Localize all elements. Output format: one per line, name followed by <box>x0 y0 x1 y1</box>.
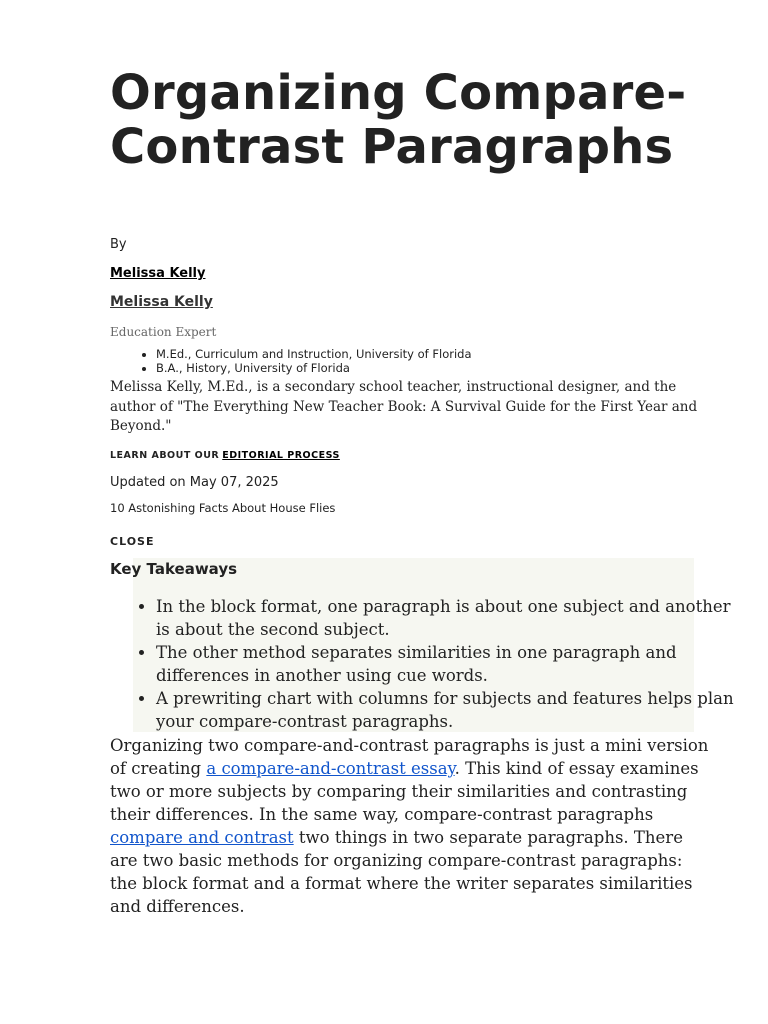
learn-prefix: LEARN ABOUT OUR <box>110 450 220 461</box>
article-title: Organizing Compare-Contrast Paragraphs <box>110 65 687 175</box>
close-button[interactable]: CLOSE <box>110 535 155 548</box>
compare-and-contrast-link[interactable]: compare and contrast <box>110 828 294 847</box>
editorial-process-line <box>110 450 340 461</box>
updated-date: Updated on May 07, 2025 <box>110 475 279 490</box>
author-credentials <box>110 348 472 375</box>
intro-text: Organizing two compare-and-contrast paragraphs is just a mini version of creating <box>110 736 709 778</box>
key-takeaways-list <box>110 595 746 733</box>
compare-contrast-essay-link[interactable]: a compare-and-contrast essay <box>206 759 455 778</box>
credential-item: • B.A., History, University of Florida <box>156 362 472 376</box>
author-bio: Melissa Kelly, M.Ed., is a secondary school teacher, instructional designer, and the author of "The Everything New Teacher Book: A Survival Guide for the First Year and Beyond." <box>110 379 698 434</box>
author-link[interactable]: Melissa Kelly <box>110 266 206 281</box>
author-role: Education Expert <box>110 325 217 339</box>
byline-prefix: By <box>110 237 127 252</box>
author-name-link[interactable]: Melissa Kelly <box>110 294 213 310</box>
credential-item: • M.Ed., Curriculum and Instruction, University of Florida <box>156 348 472 362</box>
takeaway-item: • In the block format, one paragraph is about one subject and another is about the second subject. <box>156 595 746 641</box>
takeaway-item: • A prewriting chart with columns for subjects and features helps plan your compare-contrast paragraphs. <box>156 687 746 733</box>
intro-paragraph <box>110 734 710 918</box>
intro-text: two things in two separate paragraphs. There are two basic methods for organizing compare-contrast paragraphs: the block format and a format where the writer separates similarities and differences. <box>110 828 693 916</box>
key-takeaways-heading: Key Takeaways <box>110 560 238 578</box>
takeaway-item: • The other method separates similarities in one paragraph and differences in another using cue words. <box>156 641 746 687</box>
editorial-process-link[interactable]: EDITORIAL PROCESS <box>222 450 340 461</box>
intro-text: . This kind of essay examines two or more subjects by comparing their similarities and contrasting their differences. In the same way, compare-contrast paragraphs <box>110 759 699 824</box>
related-article-title[interactable]: 10 Astonishing Facts About House Flies <box>110 501 336 515</box>
